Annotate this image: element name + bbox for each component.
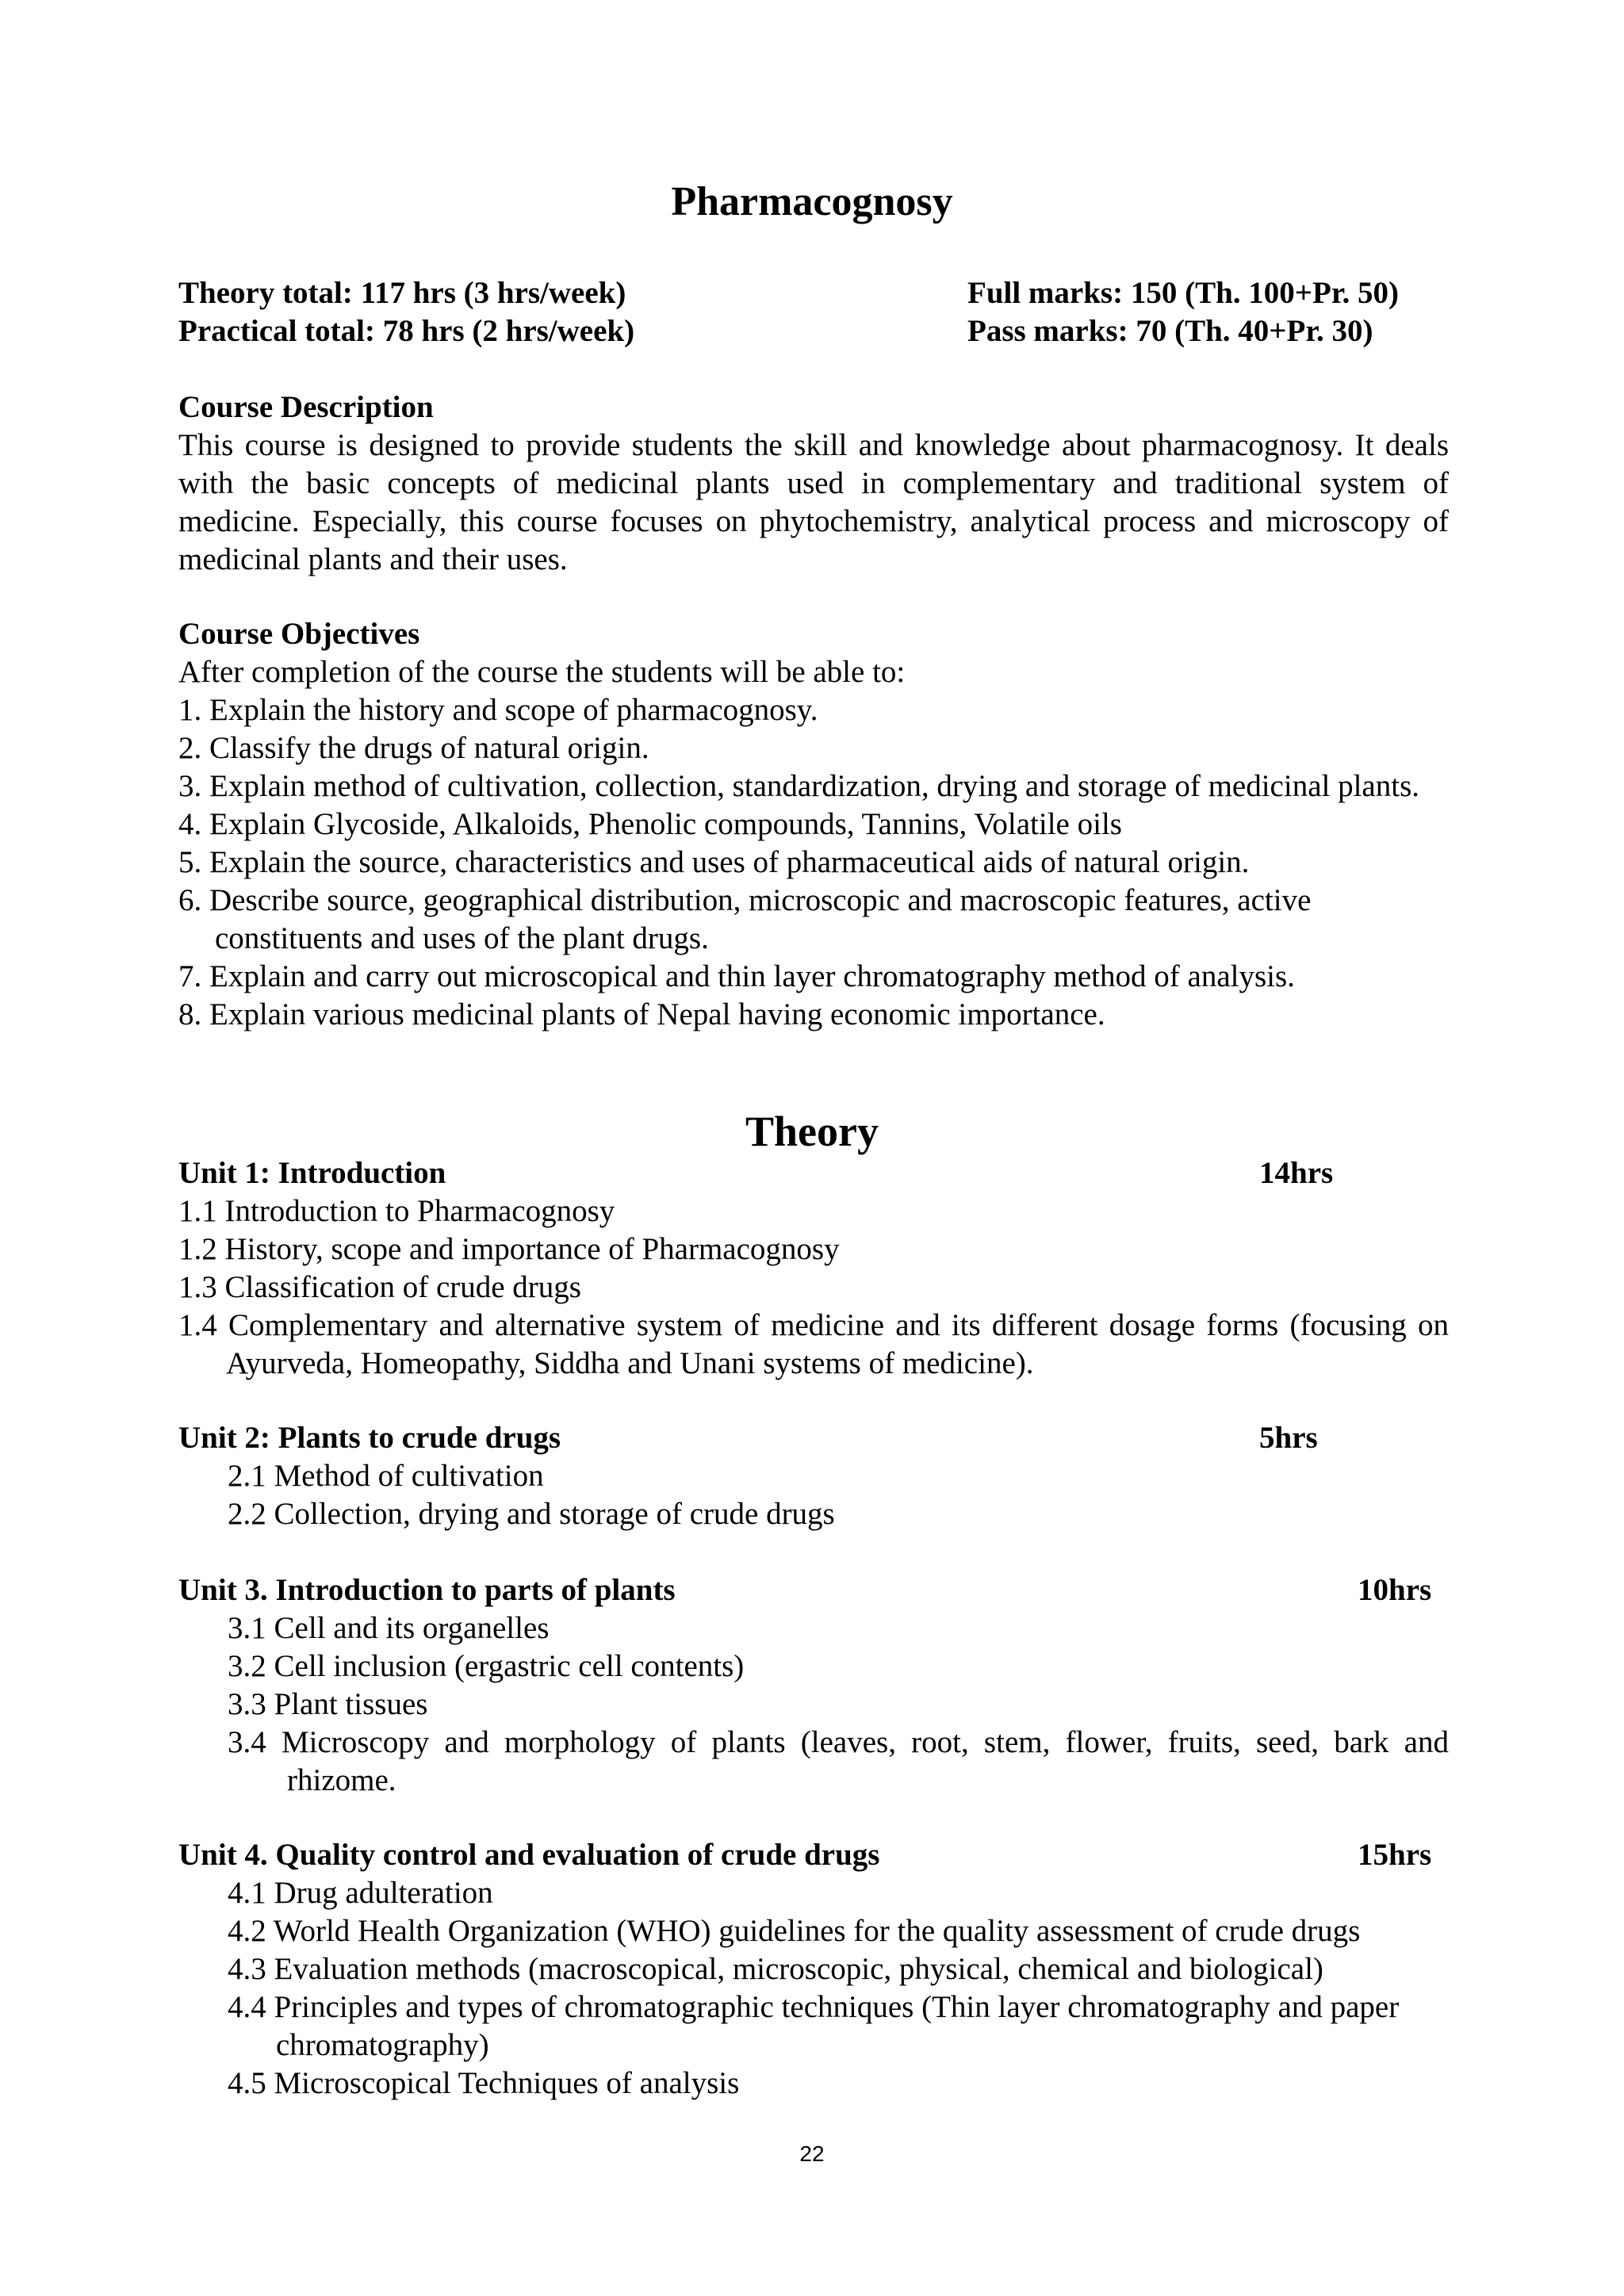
objective-item: 4. Explain Glycoside, Alkaloids, Phenolic compounds, Tannins, Volatile oils <box>178 807 1122 841</box>
objective-item: 8. Explain various medicinal plants of Nepal having economic importance. <box>178 997 1105 1031</box>
objective-item: 5. Explain the source, characteristics and uses of pharmaceutical aids of natural origin. <box>178 845 1250 879</box>
unit-topic: 1.3 Classification of crude drugs <box>178 1270 581 1304</box>
unit-topic: 4.1 Drug adulteration <box>228 1876 493 1910</box>
full-marks: Full marks: 150 (Th. 100+Pr. 50) <box>967 276 1400 310</box>
objective-item: 2. Classify the drugs of natural origin. <box>178 731 649 765</box>
unit-topic: 4.2 World Health Organization (WHO) guidelines for the quality assessment of crude drugs <box>228 1914 1361 1948</box>
unit-heading <box>178 1419 1449 1457</box>
unit-hours: 5hrs <box>1259 1421 1318 1455</box>
unit-hours: 14hrs <box>1259 1156 1334 1190</box>
course-description-text: This course is designed to provide students the skill and knowledge about pharmacognosy. It deals with the basic concepts of medicinal plants used in complementary and traditional system of medicine. Especially, this course focuses on phytochemistry, analytical process and microscopy of medicinal plants and their uses. <box>178 428 1449 576</box>
unit-heading <box>178 1154 1449 1192</box>
unit-topic: 4.4 Principles and types of chromatographic techniques (Thin layer chromatography and paper chromatography) <box>228 1990 1400 2062</box>
course-description-heading: Course Description <box>178 390 434 424</box>
unit-4 <box>178 1836 1449 2103</box>
unit-topic: 4.3 Evaluation methods (macroscopical, microscopic, physical, chemical and biological) <box>228 1952 1323 1986</box>
unit-topic: 2.2 Collection, drying and storage of crude drugs <box>228 1497 835 1531</box>
unit-3 <box>178 1571 1449 1800</box>
unit-topic: 2.1 Method of cultivation <box>228 1459 544 1493</box>
unit-heading <box>178 1571 1449 1609</box>
objective-item: 3. Explain method of cultivation, collection, standardization, drying and storage of medicinal plants. <box>178 769 1420 803</box>
page-title: Pharmacognosy <box>671 179 953 224</box>
unit-2 <box>178 1419 1449 1533</box>
course-objectives-section <box>178 615 1449 1034</box>
objective-item: 7. Explain and carry out microscopical and thin layer chromatography method of analysis. <box>178 959 1295 993</box>
pass-marks: Pass marks: 70 (Th. 40+Pr. 30) <box>967 314 1373 348</box>
unit-topic: 3.4 Microscopy and morphology of plants (leaves, root, stem, flower, fruits, seed, bark and rhizome. <box>228 1725 1449 1797</box>
page-number: 22 <box>799 2141 825 2166</box>
course-description-section <box>178 388 1449 579</box>
unit-hours: 15hrs <box>1358 1838 1432 1872</box>
unit-title: Unit 1: Introduction <box>178 1156 446 1190</box>
unit-topic: 1.2 History, scope and importance of Pharmacognosy <box>178 1232 840 1266</box>
objective-item: 1. Explain the history and scope of pharmacognosy. <box>178 693 818 727</box>
theory-title: Theory <box>745 1108 879 1155</box>
unit-topic: 4.5 Microscopical Techniques of analysis <box>228 2066 740 2100</box>
unit-title: Unit 2: Plants to crude drugs <box>178 1421 561 1455</box>
unit-topic: 1.4 Complementary and alternative system of medicine and its different dosage forms (focusing on Ayurveda, Homeopathy, Siddha and Unani systems of medicine). <box>178 1308 1449 1380</box>
theory-total: Theory total: 117 hrs (3 hrs/week) <box>178 276 626 310</box>
practical-total: Practical total: 78 hrs (2 hrs/week) <box>178 314 635 348</box>
objective-item: 6. Describe source, geographical distribution, microscopic and macroscopic features, active constituents and uses of the plant drugs. <box>178 883 1312 955</box>
unit-1 <box>178 1154 1449 1383</box>
unit-topic: 1.1 Introduction to Pharmacognosy <box>178 1194 615 1228</box>
unit-hours: 10hrs <box>1358 1573 1432 1607</box>
unit-title: Unit 3. Introduction to parts of plants <box>178 1573 676 1607</box>
course-objectives-heading: Course Objectives <box>178 617 420 651</box>
unit-title: Unit 4. Quality control and evaluation of crude drugs <box>178 1838 880 1872</box>
unit-topic: 3.3 Plant tissues <box>228 1687 428 1721</box>
course-objectives-intro: After completion of the course the students will be able to: <box>178 655 906 689</box>
unit-topic: 3.1 Cell and its organelles <box>228 1611 550 1645</box>
unit-topic: 3.2 Cell inclusion (ergastric cell contents) <box>228 1649 745 1683</box>
unit-heading <box>178 1836 1449 1874</box>
